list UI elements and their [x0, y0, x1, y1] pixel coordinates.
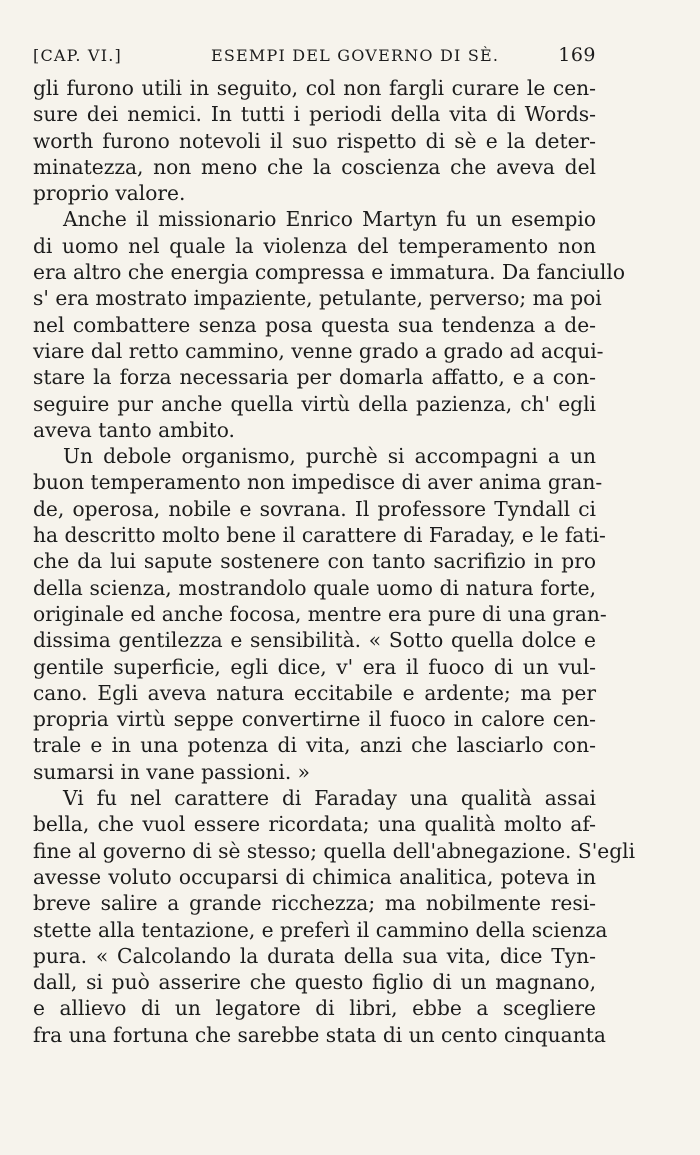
text-line: propria virtù seppe convertirne il fuoco in calore cen- — [33, 707, 596, 732]
text-line: della scienza, mostrandolo quale uomo di natura forte, — [33, 575, 596, 600]
text-line: pura. « Calcolando la durata della sua vita, dice Tyn- — [33, 943, 596, 968]
text-line: proprio valore. — [33, 181, 186, 206]
text-line: gli furono utili in seguito, col non fargli curare le cen- — [33, 76, 596, 100]
text-line: di uomo nel quale la violenza del temperamento non — [33, 233, 596, 258]
text-line: nel combattere senza posa questa sua tendenza a de- — [33, 312, 596, 337]
running-head — [33, 44, 596, 66]
text-line: trale e in una potenza di vita, anzi che lasciarlo con- — [33, 733, 596, 758]
text-line: e allievo di un legatore di libri, ebbe a scegliere — [33, 996, 596, 1021]
text-line: avesse voluto occuparsi di chimica analitica, poteva in — [33, 864, 596, 889]
text-line: stette alla tentazione, e preferì il cammino della scienza — [33, 917, 608, 942]
text-line: aveva tanto ambito. — [33, 417, 235, 442]
running-title: ESEMPI DEL GOVERNO DI SÈ. — [211, 46, 500, 65]
text-line: Anche il missionario Enrico Martyn fu un esempio — [63, 207, 596, 232]
text-line: sumarsi in vane passioni. » — [33, 759, 311, 784]
text-line: sure dei nemici. In tutti i periodi della vita di Words- — [33, 102, 596, 127]
text-line: stare la forza necessaria per domarla affatto, e a con- — [33, 365, 596, 390]
paragraph — [33, 785, 636, 1048]
text-line: minatezza, non meno che la coscienza che aveva del — [33, 154, 596, 179]
chapter-label: [CAP. VI.] — [33, 46, 122, 65]
paragraph — [33, 206, 625, 443]
text-line: originale ed anche focosa, mentre era pure di una gran- — [33, 601, 607, 626]
text-line: de, operosa, nobile e sovrana. Il professore Tyndall ci — [33, 496, 596, 521]
paragraph — [33, 75, 596, 206]
text-line: breve salire a grande ricchezza; ma nobilmente resi- — [33, 891, 596, 916]
body-text — [33, 75, 636, 1048]
text-line: bella, che vuol essere ricordata; una qualità molto af- — [33, 812, 596, 837]
text-line: che da lui sapute sostenere con tanto sacrifizio in pro — [33, 549, 596, 574]
text-line: viare dal retto cammino, venne grado a grado ad acqui- — [33, 338, 604, 363]
text-line: s' era mostrato impaziente, petulante, perverso; ma poi — [33, 286, 602, 311]
text-line: gentile superficie, egli dice, v' era il fuoco di un vul- — [33, 654, 596, 679]
paragraph — [33, 443, 607, 785]
text-line: cano. Egli aveva natura eccitabile e ardente; ma per — [33, 680, 596, 705]
text-line: dissima gentilezza e sensibilità. « Sotto quella dolce e — [33, 628, 596, 653]
text-line: worth furono notevoli il suo rispetto di sè e la deter- — [33, 128, 596, 153]
page-number: 169 — [558, 44, 596, 66]
text-line: Vi fu nel carattere di Faraday una qualità assai — [63, 786, 596, 811]
text-line: seguire pur anche quella virtù della pazienza, ch' egli — [33, 391, 596, 416]
text-line: buon temperamento non impedisce di aver anima gran- — [33, 470, 603, 495]
text-line: fine al governo di sè stesso; quella dell'abnegazione. S'egli — [33, 838, 636, 863]
text-line: ha descritto molto bene il carattere di Faraday, e le fati- — [33, 523, 606, 548]
text-line: dall, si può asserire che questo figlio di un magnano, — [33, 970, 596, 995]
text-line: Un debole organismo, purchè si accompagni a un — [63, 444, 596, 469]
text-line: fra una fortuna che sarebbe stata di un cento cinquanta — [33, 1022, 606, 1047]
text-line: era altro che energia compressa e immatura. Da fanciullo — [33, 260, 625, 285]
